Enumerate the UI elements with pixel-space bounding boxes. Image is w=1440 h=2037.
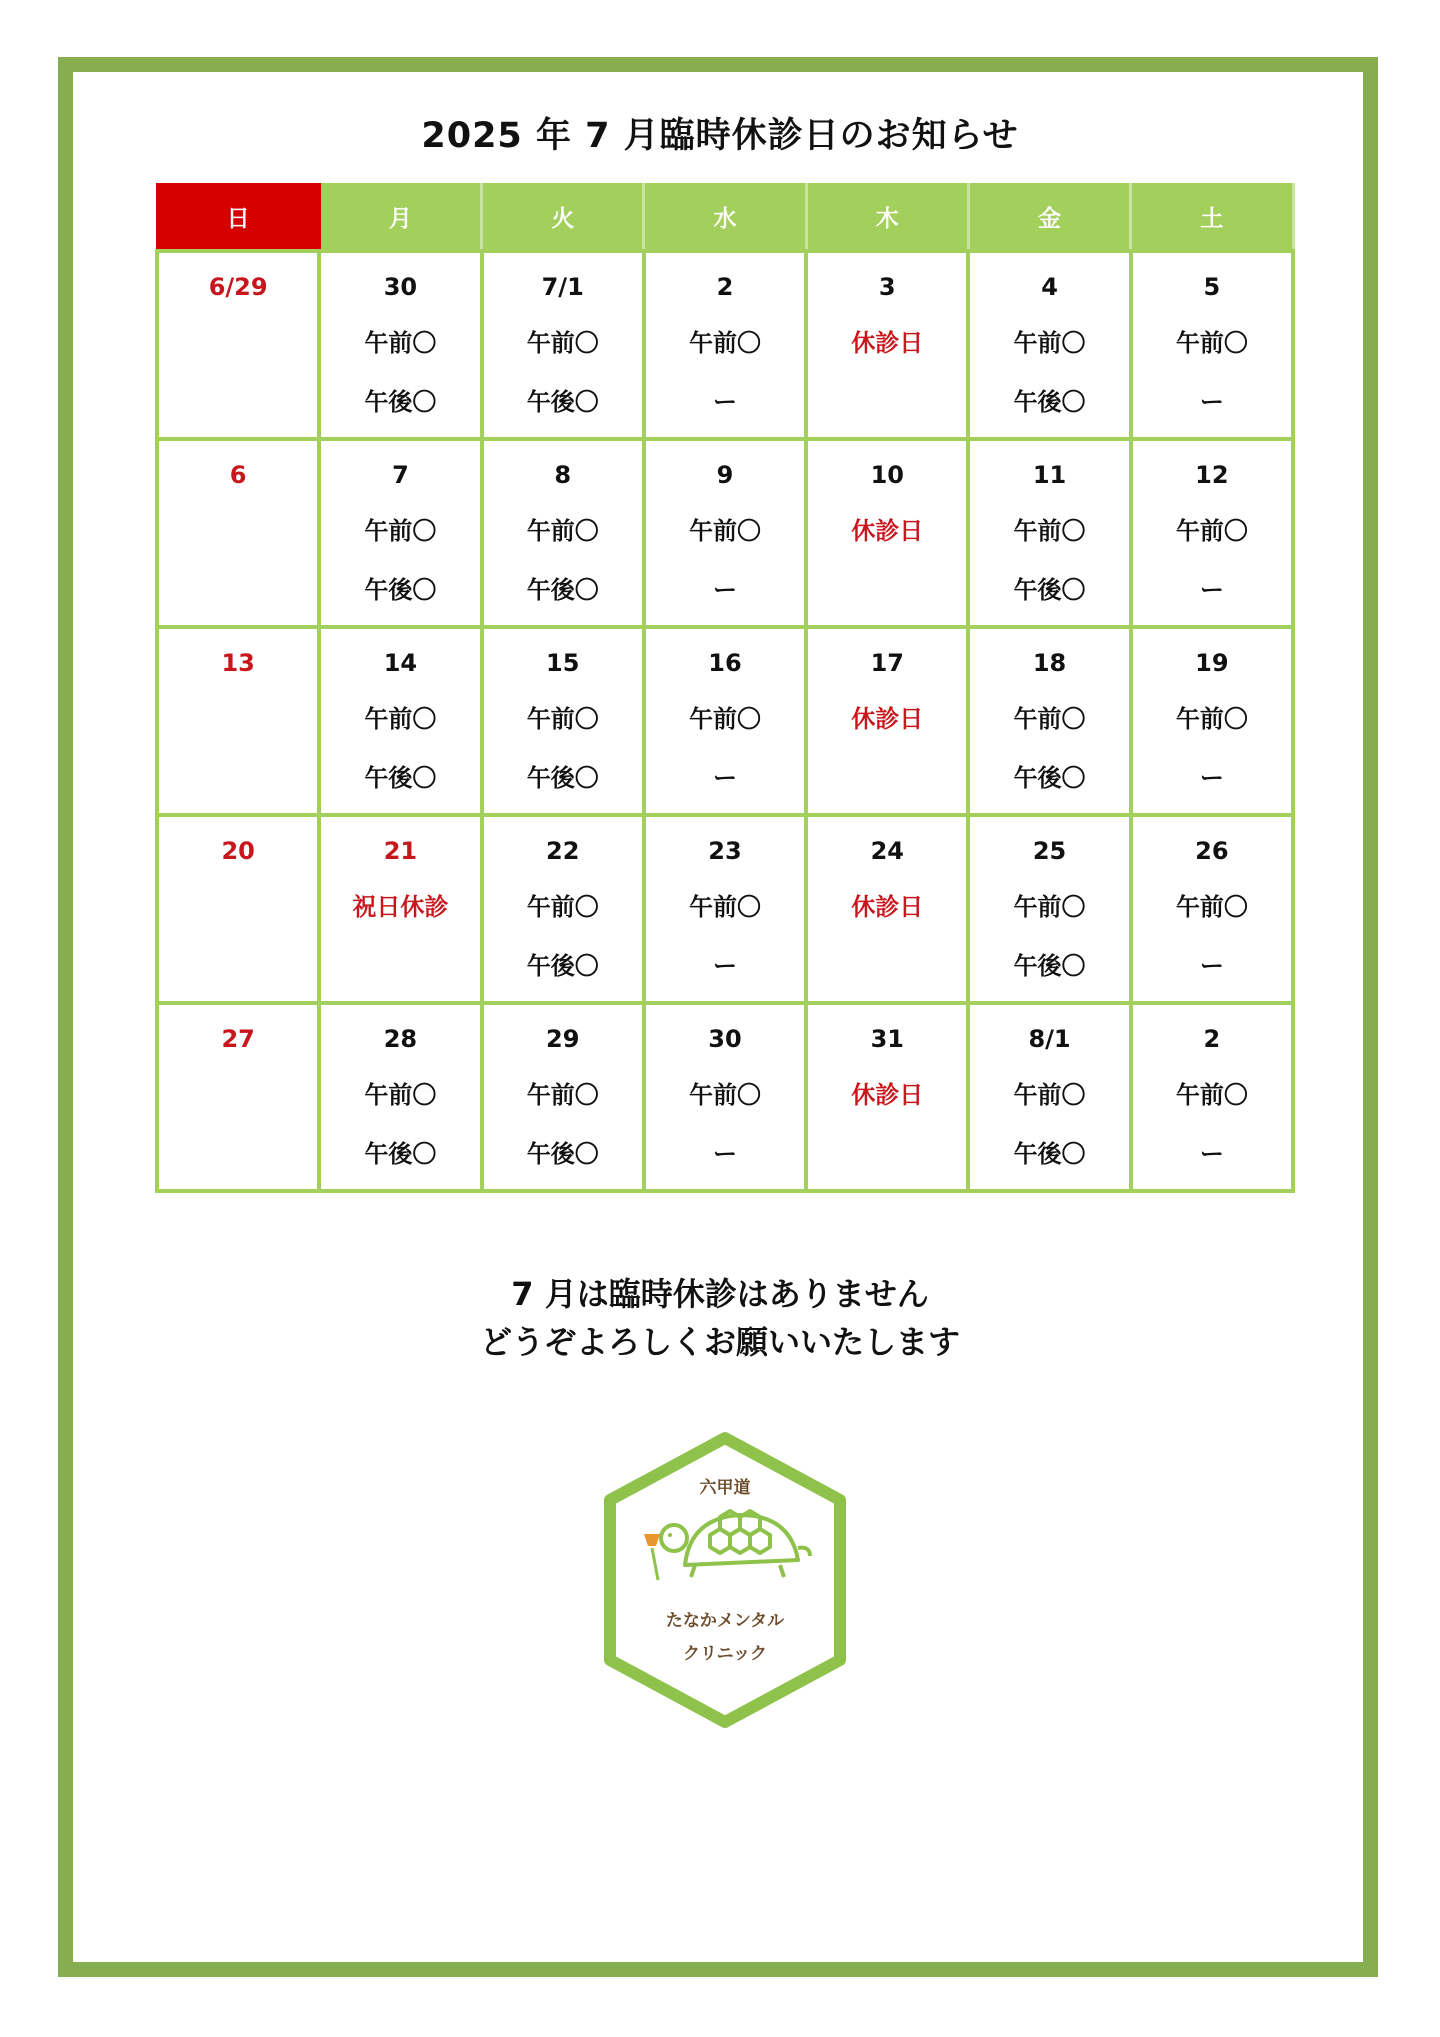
calendar-day-cell — [644, 627, 806, 815]
calendar-day-cell — [319, 627, 481, 815]
calendar-day-cell — [482, 815, 644, 1003]
session-status: 午後〇 — [1013, 576, 1086, 604]
day-number: 13 — [221, 649, 255, 677]
calendar-day-cell — [482, 1003, 644, 1191]
clinic-logo — [590, 1430, 860, 1730]
session-status: 午前〇 — [1013, 517, 1086, 545]
day-number: 2 — [1203, 1025, 1221, 1053]
session-status: 午前〇 — [688, 893, 761, 921]
session-status: 午前〇 — [688, 329, 761, 357]
weekday-wed: 水 — [644, 183, 806, 251]
session-status: 午後〇 — [1013, 952, 1086, 980]
calendar-table — [155, 183, 1295, 1193]
calendar-day-cell — [157, 815, 319, 1003]
calendar-day-cell — [968, 251, 1130, 439]
logo-top-text: 六甲道 — [699, 1478, 751, 1498]
weekday-thu: 木 — [806, 183, 968, 251]
calendar-day-cell — [644, 439, 806, 627]
calendar-day-cell — [644, 815, 806, 1003]
session-status: 午前〇 — [364, 329, 437, 357]
session-status: 午前〇 — [1013, 705, 1086, 733]
session-status: 午前〇 — [526, 517, 599, 545]
day-number: 4 — [1041, 273, 1058, 301]
session-status: ー — [1199, 952, 1224, 980]
session-status: 午前〇 — [526, 705, 599, 733]
turtle-icon — [661, 1511, 810, 1577]
day-number: 16 — [708, 649, 742, 677]
session-status: 午前〇 — [526, 1081, 599, 1109]
calendar-day-cell — [806, 815, 968, 1003]
calendar-body — [157, 251, 1293, 1191]
calendar-day-cell — [806, 627, 968, 815]
day-number: 14 — [383, 649, 418, 677]
session-status: 午前〇 — [1175, 329, 1248, 357]
calendar-day-cell — [482, 251, 644, 439]
closed-label: 休診日 — [851, 329, 924, 357]
calendar-day-cell — [157, 439, 319, 627]
session-status: 午後〇 — [526, 952, 599, 980]
session-status: 午後〇 — [364, 388, 437, 416]
day-number: 30 — [383, 273, 418, 301]
day-number: 11 — [1032, 461, 1067, 489]
notice — [0, 1270, 1440, 1366]
day-number: 10 — [870, 461, 904, 489]
calendar-day-cell — [1131, 439, 1293, 627]
session-status: 午前〇 — [1175, 1081, 1248, 1109]
calendar-day-cell — [968, 1003, 1130, 1191]
day-number: 25 — [1032, 837, 1067, 865]
notice-line-1: 7 月は臨時休診はありません — [511, 1275, 929, 1313]
weekday-sun: 日 — [157, 183, 319, 251]
session-status: 午前〇 — [1013, 329, 1086, 357]
calendar-day-cell — [1131, 815, 1293, 1003]
day-number: 29 — [546, 1025, 580, 1053]
day-number: 8 — [554, 461, 572, 489]
calendar-day-cell — [968, 815, 1130, 1003]
session-status: 午前〇 — [1175, 705, 1248, 733]
session-status: 午後〇 — [364, 764, 437, 792]
session-status: 午前〇 — [688, 517, 761, 545]
session-status: 午前〇 — [526, 329, 599, 357]
calendar-day-cell — [319, 815, 481, 1003]
session-status: 午前〇 — [364, 705, 437, 733]
session-status: 午前〇 — [688, 705, 761, 733]
session-status: ー — [712, 388, 737, 416]
day-number: 8/1 — [1028, 1025, 1071, 1053]
day-number: 21 — [383, 837, 418, 865]
calendar-day-cell — [157, 1003, 319, 1191]
session-status: 午前〇 — [1013, 893, 1086, 921]
session-status: 午前〇 — [364, 517, 437, 545]
session-status: 午前〇 — [688, 1081, 761, 1109]
session-status: ー — [712, 576, 737, 604]
calendar-day-cell — [1131, 251, 1293, 439]
session-status: 午後〇 — [526, 1140, 599, 1168]
page-title: 2025 年 7 月臨時休診日のお知らせ — [421, 116, 1019, 156]
calendar-day-cell — [806, 439, 968, 627]
session-status: 午後〇 — [364, 1140, 437, 1168]
day-number: 5 — [1203, 273, 1221, 301]
session-status: 午後〇 — [1013, 1140, 1086, 1168]
calendar-day-cell — [968, 439, 1130, 627]
calendar-day-cell — [319, 439, 481, 627]
calendar-week-row — [157, 627, 1293, 815]
session-status: ー — [1199, 576, 1224, 604]
session-status: ー — [712, 1140, 737, 1168]
day-number: 19 — [1195, 649, 1229, 677]
calendar-day-cell — [157, 627, 319, 815]
session-status: 午前〇 — [526, 893, 599, 921]
closed-label: 祝日休診 — [352, 893, 449, 921]
day-number: 28 — [383, 1025, 418, 1053]
day-number: 2 — [716, 273, 734, 301]
session-status: 午前〇 — [1013, 1081, 1086, 1109]
calendar-day-cell — [806, 1003, 968, 1191]
day-number: 15 — [546, 649, 580, 677]
weekday-mon: 月 — [319, 183, 481, 251]
session-status: ー — [1199, 388, 1224, 416]
closed-label: 休診日 — [851, 893, 924, 921]
session-status: 午後〇 — [364, 576, 437, 604]
calendar-day-cell — [482, 439, 644, 627]
notice-line-2: どうぞよろしくお願いいたします — [479, 1323, 960, 1361]
calendar-day-cell — [806, 251, 968, 439]
day-number: 24 — [870, 837, 904, 865]
session-status: 午前〇 — [1175, 893, 1248, 921]
day-number: 9 — [716, 461, 734, 489]
closed-label: 休診日 — [851, 517, 924, 545]
session-status: 午後〇 — [1013, 388, 1086, 416]
session-status: 午前〇 — [364, 1081, 437, 1109]
session-status: 午後〇 — [526, 388, 599, 416]
closed-label: 休診日 — [851, 705, 924, 733]
day-number: 3 — [878, 273, 896, 301]
calendar-week-row — [157, 439, 1293, 627]
calendar-day-cell — [1131, 1003, 1293, 1191]
day-number: 17 — [870, 649, 904, 677]
day-number: 7/1 — [541, 273, 584, 301]
day-number: 7 — [392, 461, 409, 489]
session-status: 午後〇 — [526, 764, 599, 792]
day-number: 30 — [708, 1025, 742, 1053]
calendar-day-cell — [644, 1003, 806, 1191]
calendar-week-row — [157, 1003, 1293, 1191]
flower-icon — [644, 1534, 660, 1580]
day-number: 6/29 — [208, 273, 268, 301]
calendar-week-row — [157, 251, 1293, 439]
day-number: 23 — [708, 837, 742, 865]
session-status: ー — [1199, 1140, 1224, 1168]
weekday-fri: 金 — [968, 183, 1130, 251]
weekday-tue: 火 — [482, 183, 644, 251]
calendar-day-cell — [1131, 627, 1293, 815]
calendar-day-cell — [968, 627, 1130, 815]
day-number: 12 — [1195, 461, 1229, 489]
calendar-day-cell — [319, 251, 481, 439]
day-number: 20 — [221, 837, 255, 865]
calendar-week-row — [157, 815, 1293, 1003]
day-number: 26 — [1195, 837, 1229, 865]
calendar-day-cell — [644, 251, 806, 439]
day-number: 6 — [229, 461, 247, 489]
day-number: 18 — [1032, 649, 1067, 677]
closed-label: 休診日 — [851, 1081, 924, 1109]
calendar-day-cell — [319, 1003, 481, 1191]
weekday-header-row — [157, 183, 1293, 251]
day-number: 31 — [870, 1025, 904, 1053]
session-status: ー — [712, 764, 737, 792]
weekday-sat: 土 — [1131, 183, 1293, 251]
session-status: 午後〇 — [1013, 764, 1086, 792]
day-number: 22 — [546, 837, 580, 865]
day-number: 27 — [221, 1025, 255, 1053]
logo-clinic-sub: クリニック — [683, 1644, 767, 1664]
session-status: ー — [1199, 764, 1224, 792]
logo-clinic-name: たなかメンタル — [665, 1611, 785, 1631]
session-status: 午後〇 — [526, 576, 599, 604]
session-status: 午前〇 — [1175, 517, 1248, 545]
session-status: ー — [712, 952, 737, 980]
calendar-day-cell — [157, 251, 319, 439]
calendar-day-cell — [482, 627, 644, 815]
